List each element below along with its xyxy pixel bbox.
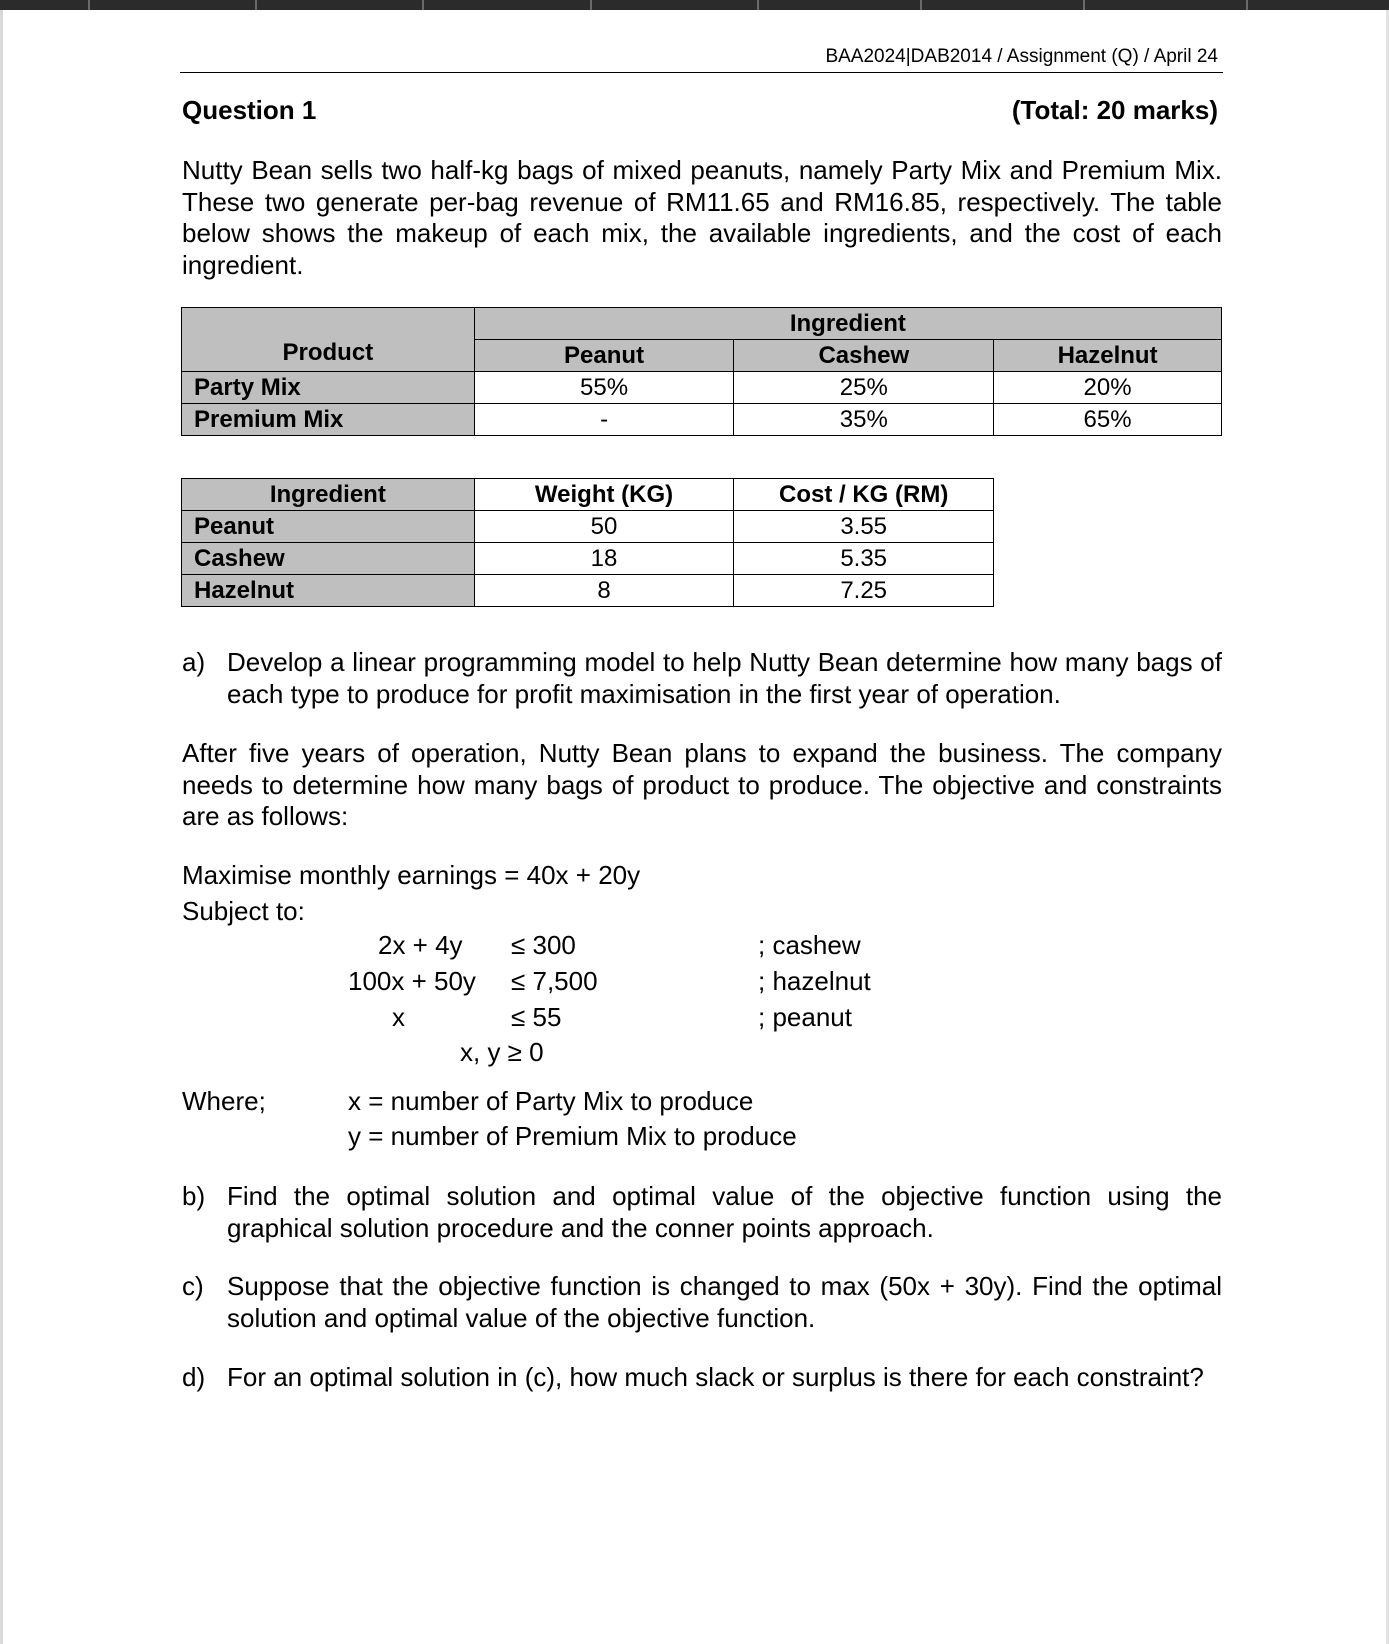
- part-c-label: c): [182, 1271, 204, 1301]
- constraint-hazelnut-note: ; hazelnut: [758, 966, 871, 996]
- table-row: [182, 308, 1222, 340]
- part-b-label: b): [182, 1181, 206, 1211]
- page-edge-left: [0, 10, 3, 1644]
- table-cell: 18: [474, 543, 734, 575]
- table-cell: -: [474, 404, 734, 436]
- constraint-cashew-note: ; cashew: [758, 930, 861, 960]
- part-d-label: d): [182, 1362, 206, 1392]
- table-header-weight: Weight (KG): [474, 479, 734, 511]
- part-a-text: Develop a linear programming model to help Nutty Bean determine how many bags of each type to produce for profit maximisation in the first year of operation.: [227, 647, 1222, 709]
- document-header: BAA2024|DAB2014 / Assignment (Q) / April 24: [825, 46, 1218, 67]
- constraint-cashew-lhs: 2x + 4y: [378, 930, 463, 960]
- table-cell: 50: [474, 511, 734, 543]
- window-top-bar: [0, 0, 1389, 10]
- table-row: [182, 372, 1222, 404]
- part-d: [182, 1362, 1222, 1394]
- table-row: [182, 479, 994, 511]
- where-label: Where;: [182, 1086, 266, 1116]
- part-d-text: For an optimal solution in (c), how much slack or surplus is there for each constraint?: [227, 1362, 1204, 1392]
- table-header-ingredient: Ingredient: [182, 479, 475, 511]
- variable-x-definition: x = number of Party Mix to produce: [348, 1086, 754, 1116]
- constraint-hazelnut-lhs: 100x + 50y: [348, 966, 476, 996]
- question-title: Question 1: [182, 95, 317, 125]
- part-c-text: Suppose that the objective function is changed to max (50x + 30y). Find the optimal solution and optimal value of the objective function.: [227, 1271, 1222, 1333]
- objective-function: Maximise monthly earnings = 40x + 20y: [182, 860, 641, 890]
- table-cell: 25%: [734, 372, 994, 404]
- row-label-peanut: Peanut: [182, 511, 475, 543]
- row-label-premium-mix: Premium Mix: [182, 404, 475, 436]
- row-label-cashew: Cashew: [182, 543, 475, 575]
- part-b-text: Find the optimal solution and optimal value of the objective function using the graphical solution procedure and the conner points approach.: [227, 1181, 1222, 1243]
- table-row: [182, 575, 994, 607]
- header-rule: [180, 72, 1223, 73]
- row-label-hazelnut: Hazelnut: [182, 575, 475, 607]
- constraint-peanut-note: ; peanut: [758, 1002, 852, 1032]
- table-row: [182, 543, 994, 575]
- ingredient-availability-table: [181, 478, 994, 607]
- constraint-cashew-rhs: ≤ 300: [511, 930, 576, 960]
- table-cell: 5.35: [734, 543, 994, 575]
- constraint-peanut-lhs: x: [392, 1002, 405, 1032]
- product-makeup-table: [181, 307, 1222, 436]
- table-header-cashew: Cashew: [734, 340, 994, 372]
- table-cell: 65%: [994, 404, 1222, 436]
- table-cell: 20%: [994, 372, 1222, 404]
- table-header-product: Product: [182, 308, 475, 372]
- variable-y-definition: y = number of Premium Mix to produce: [348, 1121, 797, 1151]
- table-header-peanut: Peanut: [474, 340, 734, 372]
- table-row: [182, 511, 994, 543]
- row-label-party-mix: Party Mix: [182, 372, 475, 404]
- subject-to-label: Subject to:: [182, 896, 305, 926]
- intro-paragraph: Nutty Bean sells two half-kg bags of mixed peanuts, namely Party Mix and Premium Mix. These two generate per-bag revenue of RM11.65 and RM16.85, respectively. The table below shows the makeup of each mix, the available ingredients, and the cost of each ingredient.: [182, 155, 1222, 280]
- part-b: [182, 1181, 1222, 1244]
- table-group-header-ingredient: Ingredient: [474, 308, 1221, 340]
- question-total-marks: (Total: 20 marks): [1011, 95, 1218, 125]
- non-negativity-constraint: x, y ≥ 0: [460, 1037, 544, 1067]
- table-cell: 55%: [474, 372, 734, 404]
- part-a-label: a): [182, 647, 206, 677]
- table-header-cost: Cost / KG (RM): [734, 479, 994, 511]
- part-a: [182, 647, 1222, 710]
- table-header-hazelnut: Hazelnut: [994, 340, 1222, 372]
- table-cell: 35%: [734, 404, 994, 436]
- constraint-hazelnut-rhs: ≤ 7,500: [511, 966, 598, 996]
- expansion-paragraph: After five years of operation, Nutty Bean plans to expand the business. The company needs to determine how many bags of product to produce. The objective and constraints are as follows:: [182, 738, 1222, 831]
- table-row: [182, 404, 1222, 436]
- table-cell: 3.55: [734, 511, 994, 543]
- part-c: [182, 1271, 1222, 1334]
- table-cell: 8: [474, 575, 734, 607]
- table-cell: 7.25: [734, 575, 994, 607]
- constraint-peanut-rhs: ≤ 55: [511, 1002, 562, 1032]
